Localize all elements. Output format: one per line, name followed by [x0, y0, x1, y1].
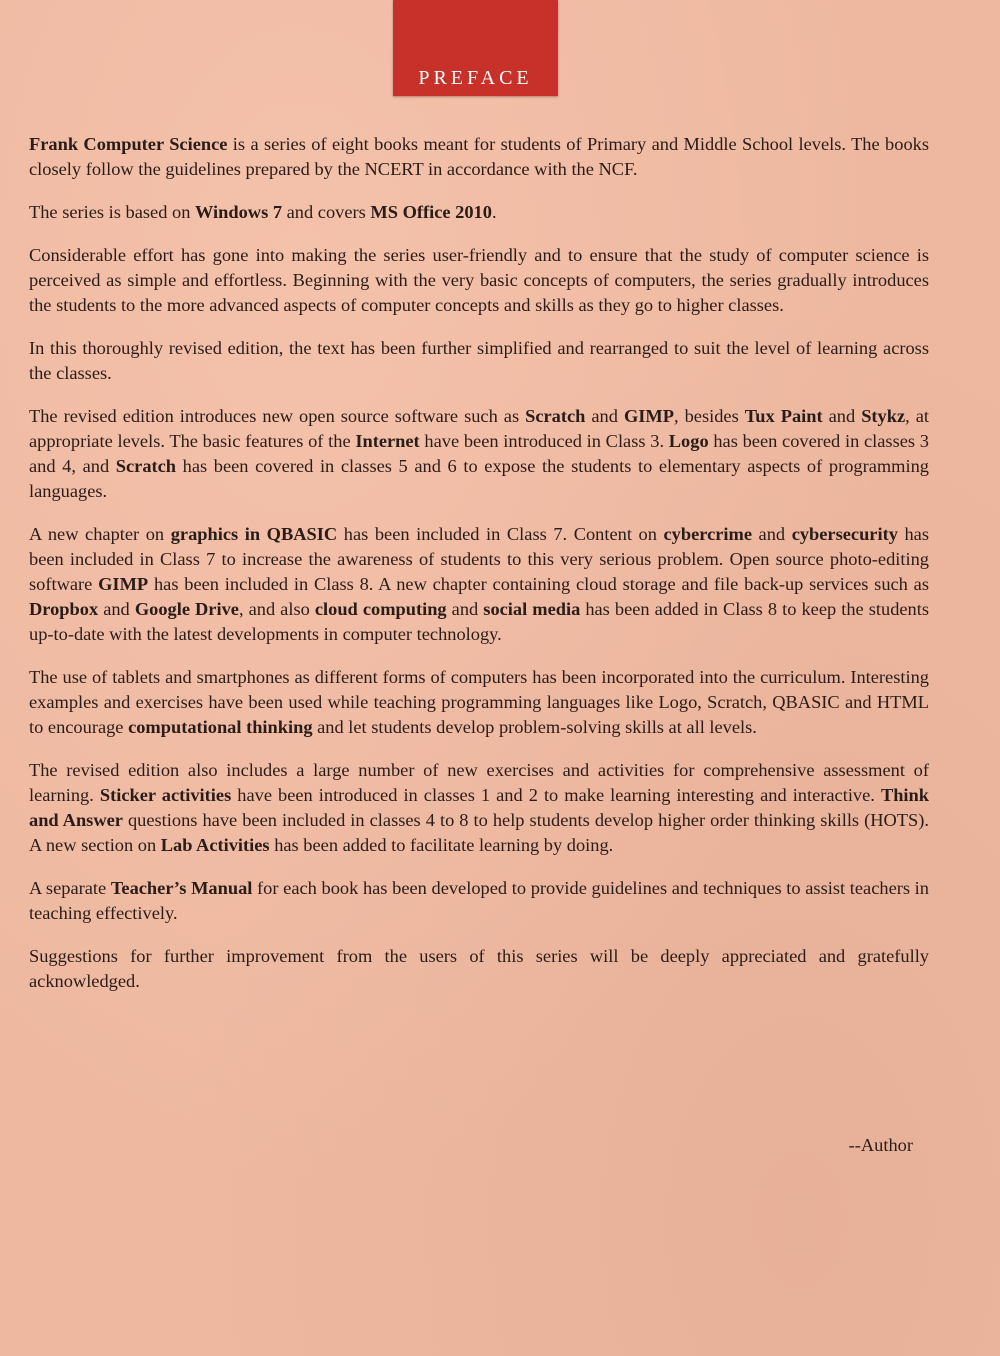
preface-body — [29, 132, 929, 1012]
text-run: The use of tablets and smartphones as different forms of computers has been incorporated into the curriculum. Interesting examples and exercises have been used while teaching programming languages like Logo, Scratch, QBASIC and HTML to encourage — [29, 667, 929, 737]
bold-term: MS Office 2010 — [370, 202, 492, 222]
text-run: have been introduced in classes 1 and 2 to make learning interesting and interactive. — [231, 785, 881, 805]
bold-term: Tux Paint — [744, 406, 823, 426]
bold-term: Frank Computer Science — [29, 134, 228, 154]
text-run: and — [98, 599, 135, 619]
bold-term: GIMP — [623, 406, 674, 426]
text-run: and let students develop problem-solving skills at all levels. — [312, 717, 757, 737]
bold-term: Scratch — [525, 406, 586, 426]
text-run: for each book has been developed to provide guidelines and techniques to assist teachers in teaching effectively. — [29, 878, 929, 923]
text-run: , and also — [238, 599, 315, 619]
paragraph — [29, 944, 929, 994]
text-run: . — [491, 202, 497, 222]
bold-term: Logo — [668, 431, 709, 451]
paragraph — [29, 404, 929, 504]
text-run: have been introduced in Class 3. — [419, 431, 669, 451]
paragraph — [29, 876, 929, 926]
bold-term: cybercrime — [663, 524, 752, 544]
paragraph — [29, 200, 929, 225]
bold-term: cloud computing — [314, 599, 447, 619]
bold-term: Google Drive — [134, 599, 239, 619]
bold-term: social media — [483, 599, 581, 619]
bold-term: Dropbox — [29, 599, 99, 619]
text-run: A separate — [29, 878, 111, 898]
text-run: The revised edition also includes a large number of new exercises and activities for comprehensive assessment of learning. — [29, 760, 929, 805]
text-run: has been added in Class 8 to keep the students up-to-date with the latest developments in computer technology. — [29, 599, 930, 644]
text-run: , besides — [674, 406, 745, 426]
paragraph — [29, 522, 929, 647]
text-run: is a series of eight books meant for students of Primary and Middle School levels. The books closely follow the guidelines prepared by the NCERT in accordance with the NCF. — [29, 134, 929, 179]
text-run: has been included in Class 8. A new chapter containing cloud storage and file back-up services such as — [148, 574, 929, 594]
text-run: has been covered in classes 3 and 4, and — [29, 431, 929, 476]
bold-term: Teacher’s Manual — [110, 878, 253, 898]
text-run: The revised edition introduces new open source software such as — [29, 406, 526, 426]
author-signature: --Author — [848, 1135, 913, 1155]
preface-header-tab — [393, 0, 558, 96]
text-run: , at appropriate levels. The basic features of the — [29, 406, 930, 451]
bold-term: computational thinking — [128, 717, 313, 737]
bold-term: Sticker activities — [99, 785, 232, 805]
text-run: and covers — [282, 202, 371, 222]
text-run: In this thoroughly revised edition, the text has been further simplified and rearranged to suit the level of learning across the classes. — [29, 338, 929, 383]
text-run: and — [822, 406, 862, 426]
paragraph — [29, 758, 929, 858]
bold-term: Scratch — [115, 456, 177, 476]
bold-term: GIMP — [98, 574, 149, 594]
text-run: has been added to facilitate learning by doing. — [269, 835, 614, 855]
text-run: has been covered in classes 5 and 6 to expose the students to elementary aspects of programming languages. — [29, 456, 929, 501]
bold-term: Windows 7 — [194, 202, 283, 222]
bold-term: cybersecurity — [791, 524, 898, 544]
text-run: and — [751, 524, 792, 544]
page-title: PREFACE — [418, 67, 533, 89]
text-run: The series is based on — [29, 202, 195, 222]
text-run: and — [585, 406, 624, 426]
text-run: Suggestions for further improvement from the users of this series will be deeply appreciated and gratefully acknowledged. — [29, 946, 929, 991]
bold-term: Internet — [355, 431, 420, 451]
bold-term: graphics in QBASIC — [170, 524, 338, 544]
text-run: A new chapter on — [29, 524, 171, 544]
bold-term: Lab Activities — [160, 835, 270, 855]
text-run: Considerable effort has gone into making the series user-friendly and to ensure that the study of computer science is perceived as simple and effortless. Beginning with the very basic concepts of computers, the series gradually introduces the students to the more advanced aspects of computer concepts and skills as they go to higher classes. — [29, 245, 929, 315]
paragraph — [29, 243, 929, 318]
text-run: questions have been included in classes 4 to 8 to help students develop higher order thinking skills (HOTS). A new section on — [29, 810, 929, 855]
paragraph — [29, 132, 929, 182]
text-run: has been included in Class 7 to increase the awareness of students to this very serious problem. Open source photo-editing software — [29, 524, 929, 594]
paragraph — [29, 665, 929, 740]
paragraph — [29, 336, 929, 386]
text-run: has been included in Class 7. Content on — [337, 524, 664, 544]
text-run: and — [446, 599, 484, 619]
bold-term: Stykz — [861, 406, 906, 426]
bold-term: Think and Answer — [29, 785, 929, 830]
